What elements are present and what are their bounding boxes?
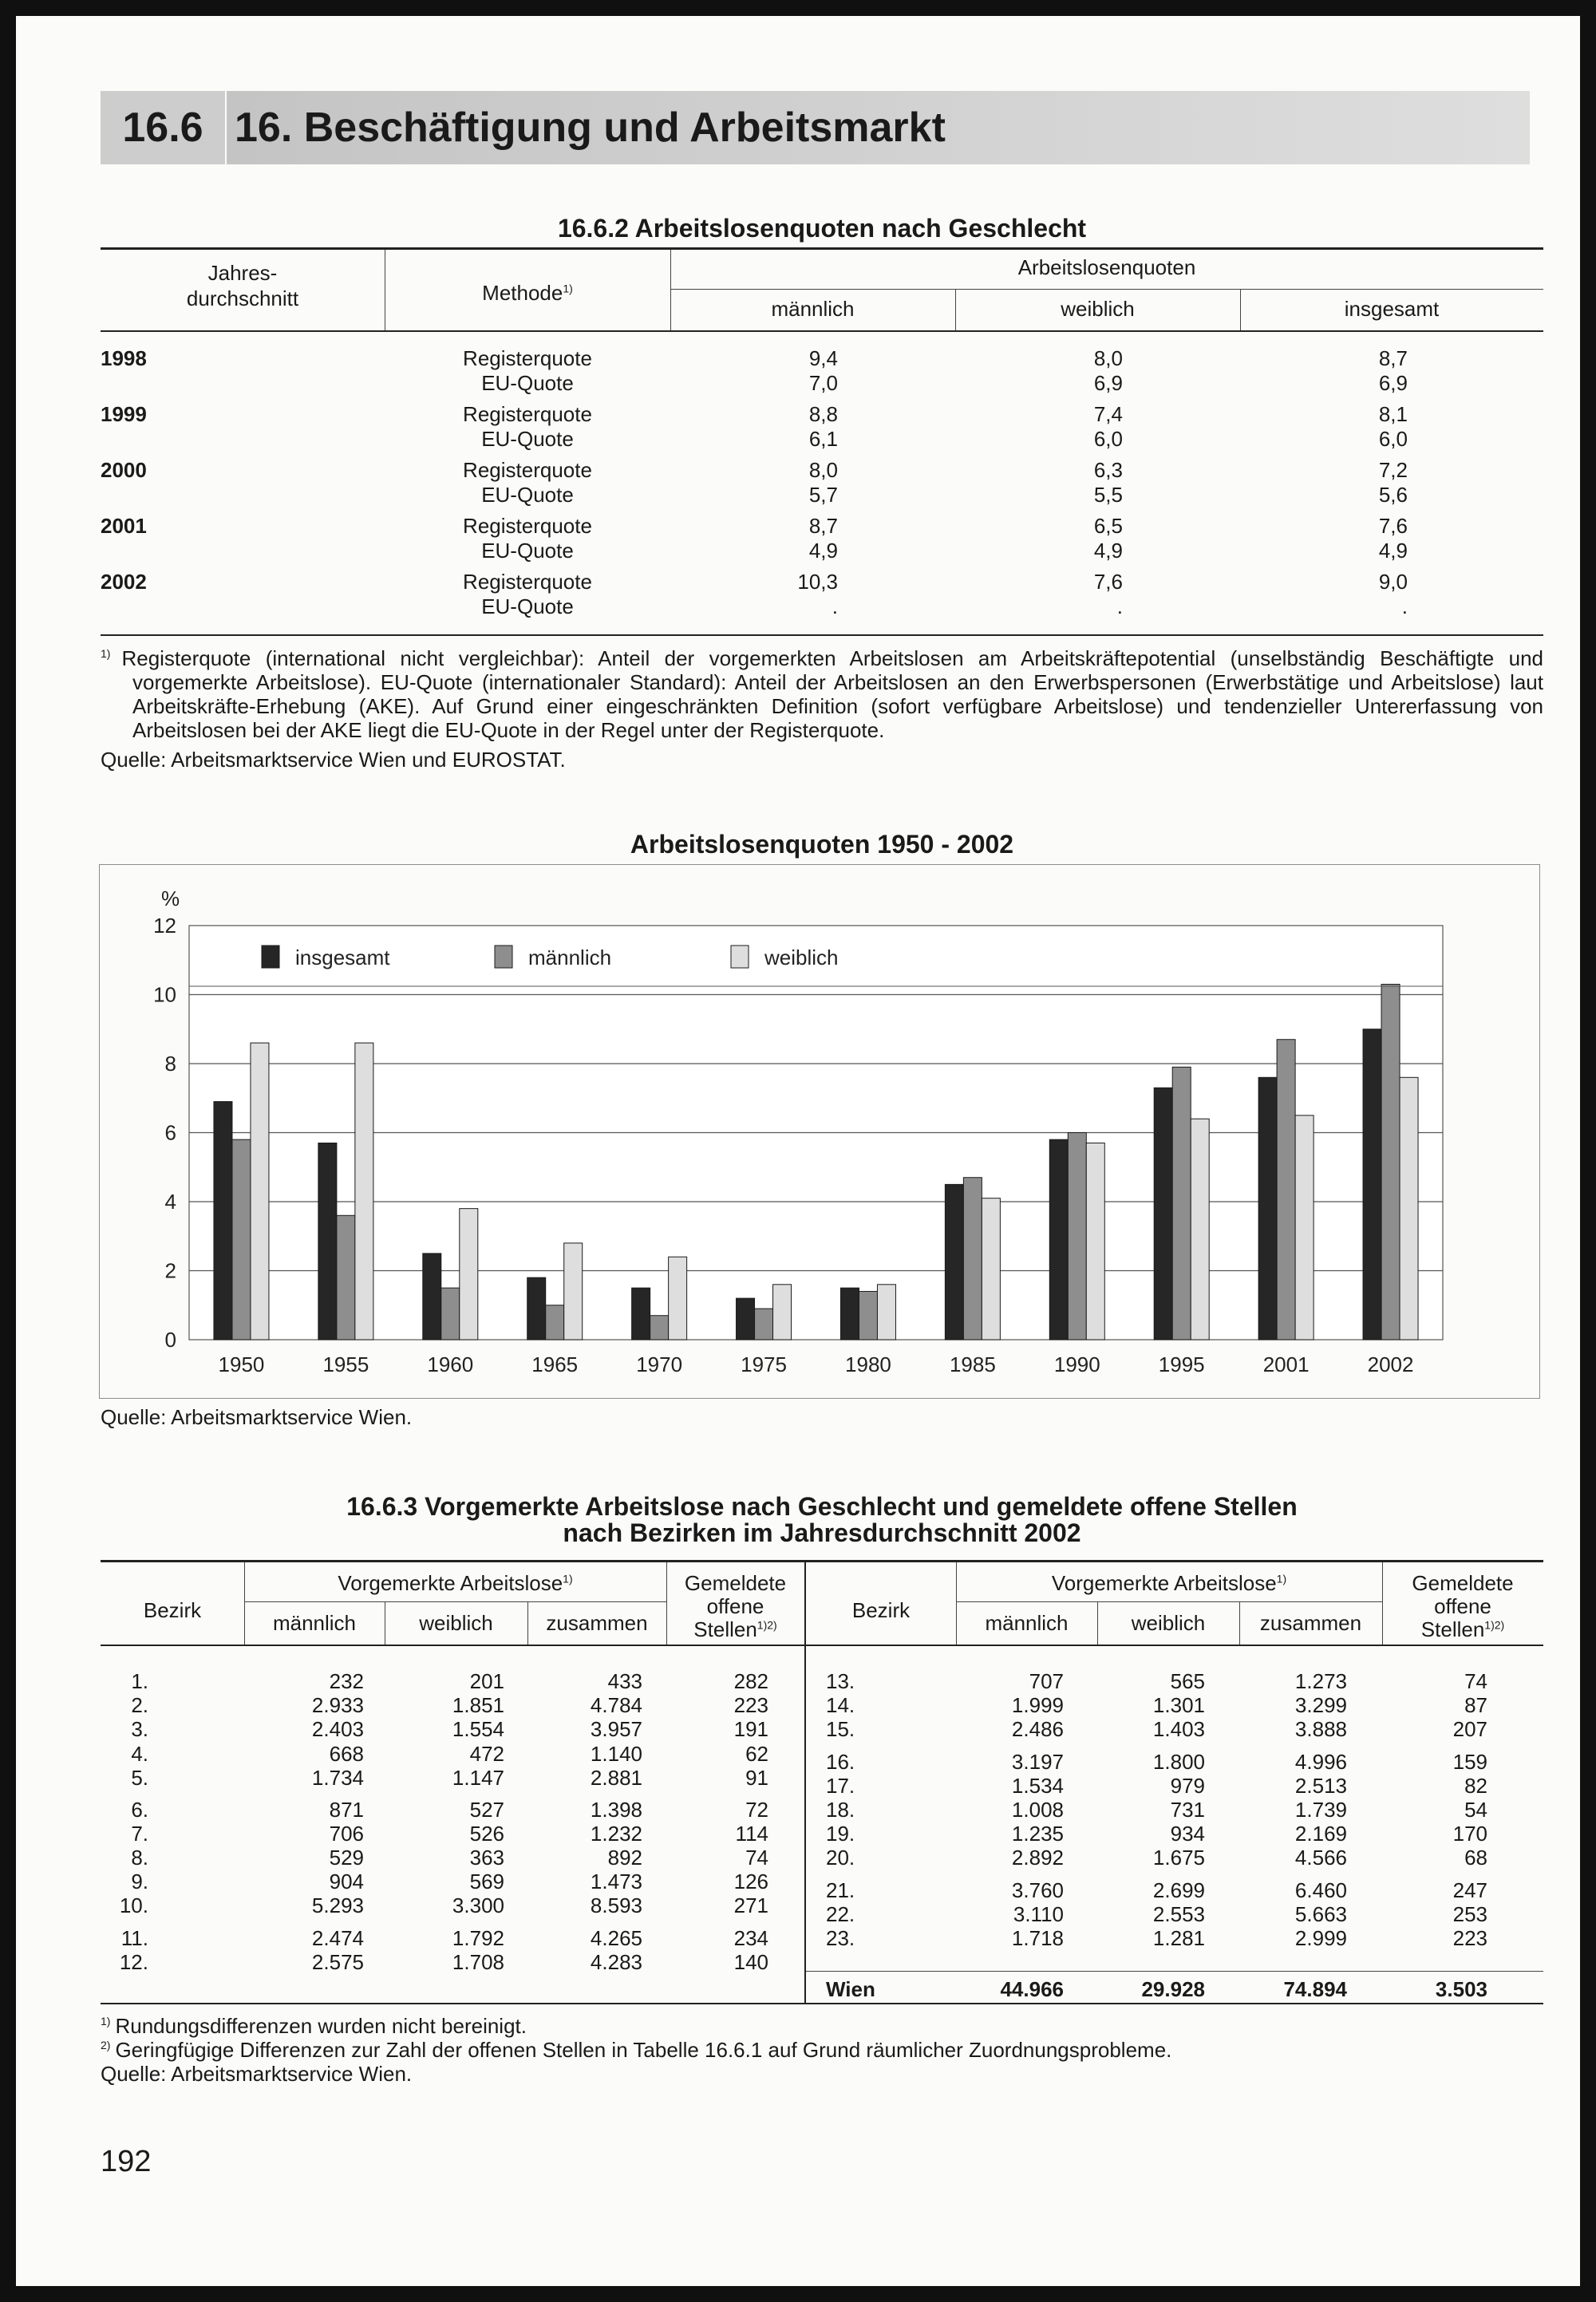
district-cell: 17. — [826, 1774, 855, 1798]
value-cell: 363 — [469, 1846, 504, 1870]
value-cell: 527 — [469, 1798, 504, 1822]
method-cell: EU-Quote — [481, 427, 574, 451]
year-cell: 2000 — [101, 458, 147, 482]
bar-männlich — [441, 1288, 460, 1340]
y-axis-unit: % — [161, 886, 180, 910]
col-header-bezirk-right: Bezirk — [851, 1598, 911, 1622]
rate-cell: 6,9 — [1378, 371, 1408, 395]
method-cell: EU-Quote — [481, 371, 574, 395]
district-cell: 8. — [131, 1846, 148, 1870]
rate-cell: 6,9 — [1093, 371, 1123, 395]
x-tick-label: 1965 — [531, 1352, 579, 1376]
bar-weiblich — [1400, 1077, 1418, 1340]
chart-title: Arbeitslosenquoten 1950 - 2002 — [630, 830, 1014, 859]
rate-cell: 6,5 — [1093, 514, 1123, 538]
value-cell: 223 — [1452, 1926, 1487, 1950]
x-tick-label: 1995 — [1158, 1352, 1205, 1376]
bar-weiblich — [877, 1285, 895, 1340]
value-cell: 1.273 — [1294, 1669, 1347, 1693]
rate-cell: 7,4 — [1093, 402, 1123, 426]
legend-label: männlich — [528, 946, 612, 969]
value-cell: 62 — [745, 1742, 768, 1766]
table2-title-line2: nach Bezirken im Jahresdurchschnitt 2002 — [563, 1518, 1081, 1547]
value-cell: 3.300 — [452, 1893, 504, 1917]
value-cell: 433 — [607, 1669, 642, 1693]
rate-cell: 6,0 — [1093, 427, 1123, 451]
value-cell: 1.235 — [1011, 1822, 1064, 1846]
value-cell: 223 — [733, 1693, 768, 1717]
table2-source: Quelle: Arbeitsmarktservice Wien. — [101, 2062, 413, 2086]
value-cell: 247 — [1452, 1878, 1487, 1902]
district-cell: 11. — [120, 1926, 148, 1950]
bar-männlich — [859, 1291, 877, 1340]
value-cell: 6.460 — [1294, 1878, 1347, 1902]
value-cell: 1.739 — [1294, 1798, 1347, 1822]
value-cell: 1.008 — [1011, 1798, 1064, 1822]
value-cell: 1.140 — [590, 1742, 642, 1766]
bar-männlich — [1381, 985, 1400, 1340]
value-cell: 4.265 — [590, 1926, 642, 1950]
rate-cell: 7,2 — [1378, 458, 1408, 482]
value-cell: 1.403 — [1152, 1717, 1205, 1741]
district-cell: 12. — [119, 1950, 148, 1974]
value-cell: 29.928 — [1141, 1977, 1205, 2001]
rate-cell: 8,0 — [808, 458, 838, 482]
section-number: 16.6 — [101, 91, 225, 164]
value-cell: 72 — [745, 1798, 768, 1822]
rate-cell: 7,0 — [808, 371, 838, 395]
value-cell: 1.473 — [590, 1870, 642, 1893]
rate-cell: 6,1 — [808, 427, 838, 451]
legend-label: weiblich — [764, 946, 839, 969]
col-header-male-left: männlich — [272, 1611, 357, 1635]
x-tick-label: 1975 — [741, 1352, 787, 1376]
value-cell: 234 — [733, 1926, 768, 1950]
value-cell: 159 — [1452, 1750, 1487, 1774]
value-cell: 1.232 — [590, 1822, 642, 1846]
value-cell: 3.299 — [1294, 1693, 1347, 1717]
rate-cell: 8,1 — [1378, 402, 1408, 426]
value-cell: 1.851 — [452, 1693, 504, 1717]
col-header-jobs-left-1: Gemeldete — [684, 1571, 787, 1595]
district-cell: 16. — [826, 1750, 855, 1774]
rate-cell: . — [1116, 594, 1123, 618]
district-cell: 19. — [826, 1822, 855, 1846]
method-cell: EU-Quote — [481, 483, 574, 507]
value-cell: 4.283 — [590, 1950, 642, 1974]
x-tick-label: 1980 — [845, 1352, 891, 1376]
bar-insgesamt — [214, 1102, 232, 1340]
district-cell: 1. — [131, 1669, 148, 1693]
bar-weiblich — [1086, 1143, 1104, 1340]
y-tick-label: 6 — [164, 1120, 176, 1145]
value-cell: 472 — [469, 1742, 504, 1766]
value-cell: 731 — [1170, 1798, 1205, 1822]
col-header-group-right: Vorgemerkte Arbeitslose$^{1)}$ — [1051, 1571, 1287, 1595]
col-header-male: männlich — [771, 297, 855, 321]
col-header-group: Arbeitslosenquoten — [1017, 255, 1196, 279]
value-cell: 87 — [1464, 1693, 1487, 1717]
value-cell: 3.110 — [1013, 1902, 1064, 1926]
year-cell: 1998 — [101, 346, 147, 370]
value-cell: 3.888 — [1294, 1717, 1347, 1741]
col-header-male-right: männlich — [985, 1611, 1069, 1635]
value-cell: 1.554 — [452, 1717, 504, 1741]
value-cell: 74.894 — [1283, 1977, 1347, 2001]
y-tick-label: 4 — [164, 1190, 176, 1214]
value-cell: 904 — [329, 1870, 364, 1893]
value-cell: 3.957 — [590, 1717, 642, 1741]
value-cell: 1.281 — [1152, 1926, 1205, 1950]
value-cell: 1.301 — [1152, 1693, 1205, 1717]
rate-cell: 5,7 — [808, 483, 838, 507]
value-cell: 201 — [469, 1669, 504, 1693]
bar-insgesamt — [1363, 1029, 1381, 1340]
value-cell: 707 — [1029, 1669, 1064, 1693]
value-cell: 1.708 — [452, 1950, 504, 1974]
district-cell: 4. — [131, 1742, 148, 1766]
value-cell: 1.398 — [590, 1798, 642, 1822]
bar-weiblich — [1295, 1115, 1314, 1340]
value-cell: 74 — [1464, 1669, 1487, 1693]
value-cell: 5.663 — [1294, 1902, 1347, 1926]
value-cell: 569 — [469, 1870, 504, 1893]
value-cell: 114 — [735, 1822, 768, 1846]
value-cell: 529 — [329, 1846, 364, 1870]
bar-männlich — [755, 1309, 773, 1340]
col-header-year-1: Jahres- — [207, 261, 278, 285]
method-cell: Registerquote — [463, 346, 592, 370]
col-header-year-2: durchschnitt — [186, 286, 299, 310]
legend-swatch-männlich — [495, 946, 512, 968]
legend-label: insgesamt — [295, 946, 390, 969]
table2-footnote-2: $^{2)}$ Geringfügige Differenzen zur Zahl der offenen Stellen in Tabelle 16.6.1 auf Grund räumlicher Zuordnungsprobleme. — [101, 2038, 1172, 2062]
value-cell: 565 — [1170, 1669, 1205, 1693]
value-cell: 2.553 — [1152, 1902, 1205, 1926]
value-cell: 68 — [1464, 1846, 1487, 1870]
value-cell: 3.760 — [1011, 1878, 1064, 1902]
bar-männlich — [1068, 1133, 1086, 1341]
rate-cell: . — [1401, 594, 1408, 618]
value-cell: 2.999 — [1294, 1926, 1347, 1950]
year-cell: 1999 — [101, 402, 147, 426]
x-tick-label: 2002 — [1367, 1352, 1414, 1376]
page-number: 192 — [101, 2145, 152, 2178]
value-cell: 668 — [329, 1742, 364, 1766]
value-cell: 8.593 — [590, 1893, 642, 1917]
value-cell: 2.403 — [311, 1717, 364, 1741]
table1-title: 16.6.2 Arbeitslosenquoten nach Geschlecht — [557, 214, 1087, 243]
bar-insgesamt — [945, 1184, 963, 1340]
district-cell: Wien — [826, 1977, 875, 2001]
bar-weiblich — [355, 1043, 373, 1340]
chapter-title: 16. Beschäftigung und Arbeitsmarkt — [227, 91, 1530, 164]
col-header-sum-left: zusammen — [546, 1611, 648, 1635]
district-cell: 20. — [826, 1846, 855, 1870]
x-tick-label: 1970 — [636, 1352, 683, 1376]
rate-cell: 6,0 — [1378, 427, 1408, 451]
value-cell: 2.486 — [1011, 1717, 1064, 1741]
value-cell: 1.999 — [1011, 1693, 1064, 1717]
value-cell: 2.575 — [311, 1950, 364, 1974]
district-cell: 2. — [131, 1693, 148, 1717]
rate-cell: 4,9 — [808, 539, 838, 563]
method-cell: Registerquote — [463, 514, 592, 538]
year-cell: 2002 — [101, 570, 147, 594]
bar-männlich — [546, 1305, 564, 1340]
x-tick-label: 1985 — [949, 1352, 996, 1376]
value-cell: 1.734 — [311, 1766, 364, 1790]
value-cell: 4.996 — [1294, 1750, 1347, 1774]
value-cell: 4.566 — [1294, 1846, 1347, 1870]
bar-insgesamt — [527, 1277, 546, 1340]
value-cell: 2.892 — [1011, 1846, 1064, 1870]
district-cell: 9. — [131, 1870, 148, 1893]
y-tick-label: 0 — [164, 1328, 176, 1352]
bar-weiblich — [460, 1209, 478, 1340]
bar-männlich — [1277, 1040, 1295, 1340]
col-header-jobs-right-2: offene — [1434, 1594, 1491, 1618]
district-cell: 5. — [131, 1766, 148, 1790]
value-cell: 2.699 — [1152, 1878, 1205, 1902]
bar-insgesamt — [1049, 1139, 1068, 1340]
bar-weiblich — [669, 1257, 687, 1340]
bar-insgesamt — [737, 1298, 755, 1340]
district-cell: 18. — [826, 1798, 855, 1822]
table2-title-line1: 16.6.3 Vorgemerkte Arbeitslose nach Geschlecht und gemeldete offene Stellen — [346, 1492, 1298, 1521]
district-cell: 3. — [131, 1717, 148, 1741]
value-cell: 3.503 — [1435, 1977, 1487, 2001]
value-cell: 91 — [745, 1766, 768, 1790]
col-header-female-right: weiblich — [1131, 1611, 1206, 1635]
bar-weiblich — [1191, 1119, 1209, 1340]
rate-cell: 8,0 — [1093, 346, 1123, 370]
chart-source: Quelle: Arbeitsmarktservice Wien. — [101, 1405, 413, 1429]
bar-männlich — [650, 1316, 669, 1340]
legend-swatch-weiblich — [731, 946, 749, 968]
rate-cell: 7,6 — [1093, 570, 1123, 594]
bar-männlich — [963, 1178, 982, 1340]
method-cell: EU-Quote — [481, 594, 574, 618]
district-cell: 13. — [826, 1669, 855, 1693]
value-cell: 207 — [1452, 1717, 1487, 1741]
bar-männlich — [337, 1215, 355, 1340]
x-tick-label: 1990 — [1053, 1352, 1100, 1376]
value-cell: 1.800 — [1152, 1750, 1205, 1774]
x-tick-label: 1950 — [218, 1352, 265, 1376]
value-cell: 191 — [733, 1717, 768, 1741]
value-cell: 2.881 — [590, 1766, 642, 1790]
bar-chart — [16, 16, 1580, 1452]
x-tick-label: 1955 — [322, 1352, 369, 1376]
col-header-bezirk-left: Bezirk — [143, 1598, 202, 1622]
col-header-sum-right: zusammen — [1259, 1611, 1362, 1635]
col-header-group-left: Vorgemerkte Arbeitslose$^{1)}$ — [338, 1571, 573, 1595]
table1-footnote: $^{1)}$ Registerquote (international nicht vergleichbar): Anteil der vorgemerkten Arbeitslosen am Arbeitskräftepotential (unselbständig Beschäftigte und vorgemerkte Arbeitslose). EU-Quote (internationaler Standard): Anteil der Arbeitslosen an den Erwerbspersonen (Erwerbstätige und Arbeitslose) laut Arbeitskräfte-Erhebung (AKE). Auf Grund einer eingeschränkten Definition (sofort verfügbare Arbeitslose) und tendenzieller Untererfassung von Arbeitslosen bei der AKE liegt die EU-Quote in der Regel unter der Registerquote. — [101, 646, 1543, 742]
col-header-jobs-right-1: Gemeldete — [1412, 1571, 1514, 1595]
value-cell: 934 — [1170, 1822, 1205, 1846]
value-cell: 2.169 — [1294, 1822, 1347, 1846]
rate-cell: 10,3 — [797, 570, 838, 594]
rate-cell: 8,7 — [808, 514, 838, 538]
value-cell: 5.293 — [311, 1893, 364, 1917]
value-cell: 892 — [607, 1846, 642, 1870]
page — [16, 16, 1580, 2286]
col-header-female-left: weiblich — [419, 1611, 493, 1635]
value-cell: 706 — [329, 1822, 364, 1846]
method-cell: Registerquote — [463, 458, 592, 482]
value-cell: 74 — [745, 1846, 768, 1870]
bar-männlich — [1172, 1067, 1191, 1340]
rate-cell: 5,5 — [1093, 483, 1123, 507]
value-cell: 4.784 — [590, 1693, 642, 1717]
value-cell: 271 — [733, 1893, 768, 1917]
rate-cell: 7,6 — [1378, 514, 1408, 538]
bar-insgesamt — [1258, 1077, 1277, 1340]
rate-cell: 6,3 — [1093, 458, 1123, 482]
value-cell: 82 — [1464, 1774, 1487, 1798]
bar-weiblich — [564, 1243, 583, 1340]
value-cell: 44.966 — [1000, 1977, 1064, 2001]
district-cell: 23. — [826, 1926, 855, 1950]
bar-insgesamt — [423, 1254, 441, 1340]
bar-insgesamt — [632, 1288, 650, 1340]
value-cell: 2.474 — [311, 1926, 364, 1950]
bar-insgesamt — [1154, 1088, 1172, 1340]
district-cell: 6. — [131, 1798, 148, 1822]
col-header-jobs-right-3: Stellen$^{1)2)}$ — [1420, 1617, 1505, 1641]
district-cell: 15. — [826, 1717, 855, 1741]
bar-insgesamt — [318, 1143, 337, 1340]
district-cell: 10. — [119, 1893, 148, 1917]
col-header-method: Methode$^{1)}$ — [482, 281, 573, 305]
value-cell: 979 — [1170, 1774, 1205, 1798]
rate-cell: 8,7 — [1378, 346, 1408, 370]
table2-footnote-1: $^{1)}$ Rundungsdifferenzen wurden nicht bereinigt. — [101, 2014, 527, 2038]
table1-source: Quelle: Arbeitsmarktservice Wien und EUROSTAT. — [101, 748, 566, 772]
bar-männlich — [232, 1139, 251, 1340]
district-cell: 14. — [826, 1693, 855, 1717]
bar-insgesamt — [840, 1288, 859, 1340]
y-tick-label: 2 — [164, 1258, 176, 1283]
col-header-jobs-left-3: Stellen$^{1)2)}$ — [693, 1617, 777, 1641]
value-cell: 1.718 — [1011, 1926, 1064, 1950]
bar-weiblich — [251, 1043, 269, 1340]
value-cell: 526 — [469, 1822, 504, 1846]
value-cell: 2.933 — [311, 1693, 364, 1717]
rate-cell: 9,4 — [808, 346, 838, 370]
method-cell: EU-Quote — [481, 539, 574, 563]
value-cell: 126 — [733, 1870, 768, 1893]
year-cell: 2001 — [101, 514, 147, 538]
district-cell: 21. — [826, 1878, 855, 1902]
value-cell: 1.147 — [452, 1766, 504, 1790]
y-tick-label: 10 — [153, 982, 176, 1007]
value-cell: 170 — [1452, 1822, 1487, 1846]
x-tick-label: 1960 — [427, 1352, 474, 1376]
value-cell: 282 — [733, 1669, 768, 1693]
rate-cell: 5,6 — [1378, 483, 1408, 507]
value-cell: 1.792 — [452, 1926, 504, 1950]
col-header-total: insgesamt — [1344, 297, 1440, 321]
value-cell: 232 — [329, 1669, 364, 1693]
value-cell: 871 — [329, 1798, 364, 1822]
value-cell: 1.534 — [1011, 1774, 1064, 1798]
col-header-jobs-left-2: offene — [706, 1594, 764, 1618]
bar-weiblich — [773, 1285, 792, 1340]
col-header-female: weiblich — [1061, 297, 1135, 321]
value-cell: 3.197 — [1011, 1750, 1064, 1774]
value-cell: 1.675 — [1152, 1846, 1205, 1870]
value-cell: 253 — [1452, 1902, 1487, 1926]
district-cell: 22. — [826, 1902, 855, 1926]
legend-swatch-insgesamt — [262, 946, 279, 968]
rate-cell: 9,0 — [1378, 570, 1408, 594]
rate-cell: . — [832, 594, 838, 618]
bar-weiblich — [982, 1198, 1000, 1340]
value-cell: 2.513 — [1294, 1774, 1347, 1798]
rate-cell: 4,9 — [1093, 539, 1123, 563]
value-cell: 54 — [1464, 1798, 1487, 1822]
x-tick-label: 2001 — [1262, 1352, 1310, 1376]
method-cell: Registerquote — [463, 402, 592, 426]
rate-cell: 8,8 — [808, 402, 838, 426]
y-tick-label: 8 — [164, 1052, 176, 1076]
value-cell: 140 — [733, 1950, 768, 1974]
rate-cell: 4,9 — [1378, 539, 1408, 563]
y-tick-label: 12 — [153, 914, 176, 938]
district-cell: 7. — [131, 1822, 148, 1846]
method-cell: Registerquote — [463, 570, 592, 594]
